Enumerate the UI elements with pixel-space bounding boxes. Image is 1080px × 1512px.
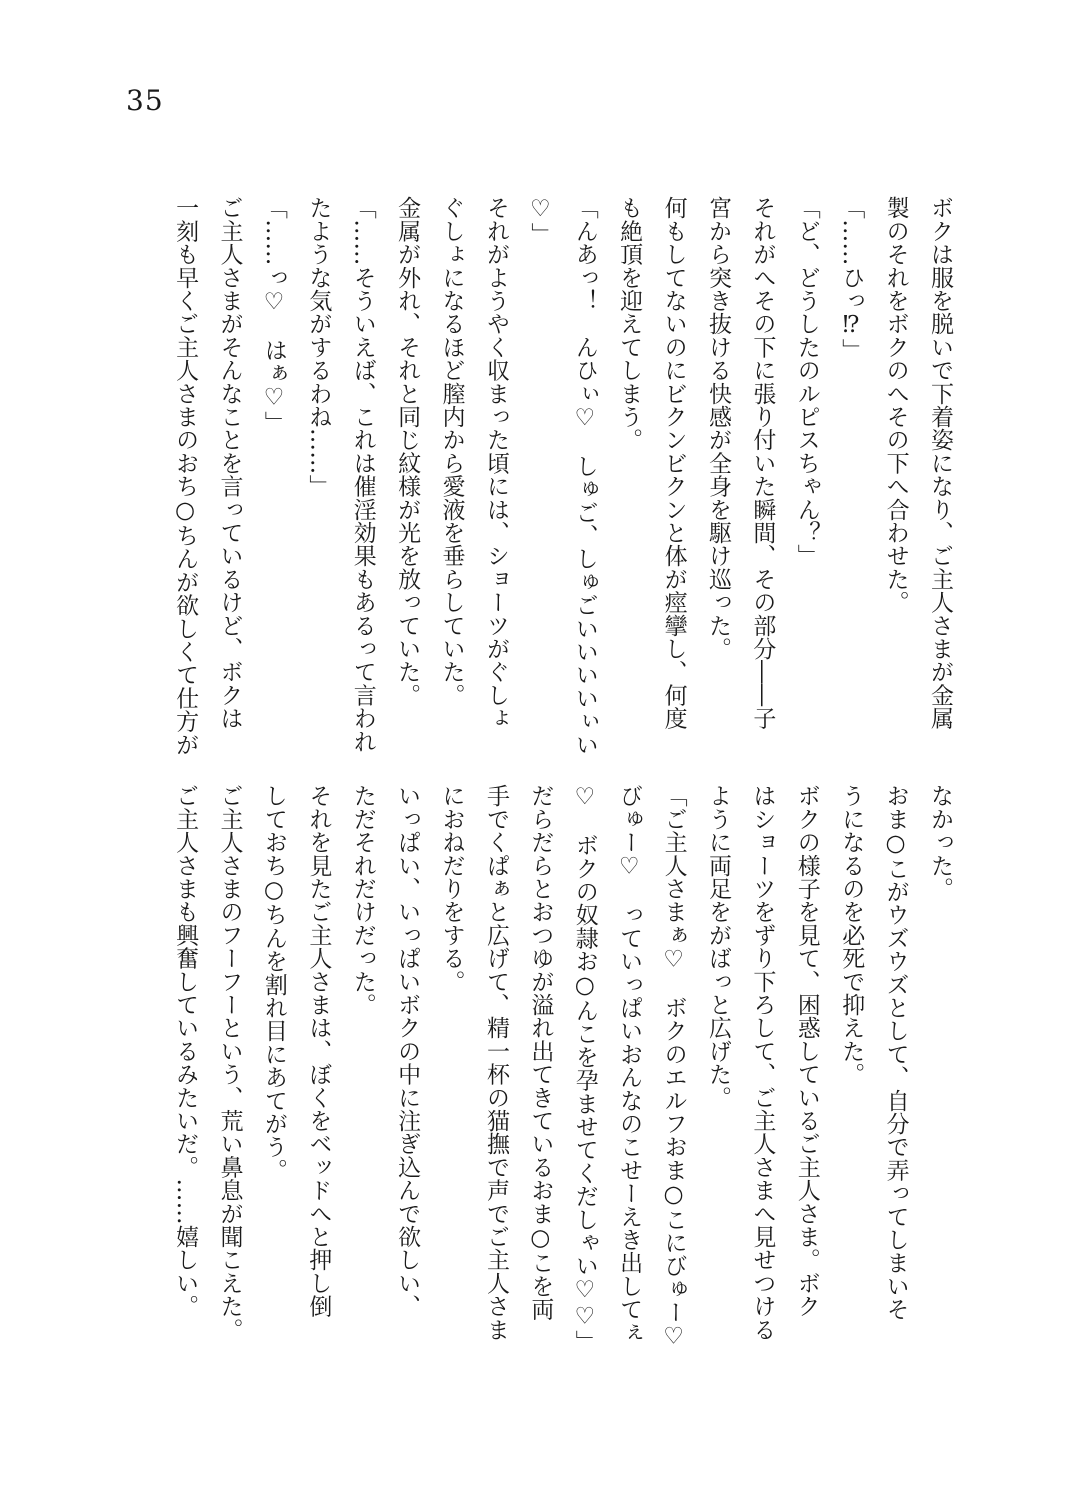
text-line: ♡ ボクの奴隷お○んこを孕ませてくだしゃい♡♡」 [571, 784, 598, 1353]
text-block-top [162, 196, 962, 766]
text-block-bottom [162, 784, 962, 1384]
text-line: 一刻も早くご主人さまのおち○ちんが欲しくて仕方が [172, 196, 199, 756]
text-line: ただそれだけだった。 [349, 784, 376, 1016]
text-line: だらだらとおつゆが溢れ出てきているおま○こを両 [527, 784, 554, 1321]
text-line: はショーツをずり下ろして、ご主人さまへ見せつける [749, 784, 776, 1341]
text-line: ご主人さまも興奮しているみたいだ。……嬉しい。 [172, 784, 199, 1318]
text-line: 製のそれをボクのへその下へ合わせた。 [882, 196, 909, 614]
text-line: 「ど、どうしたのルピスちゃん？」 [793, 196, 820, 568]
text-line: おま○こがウズウズとして、自分で弄ってしまいそ [882, 784, 909, 1321]
text-line: いっぱい、いっぱいボクの中に注ぎ込んで欲しい、 [394, 784, 421, 1318]
text-line: ご主人さまのフーフーという、荒い鼻息が聞こえた。 [216, 784, 243, 1341]
text-line: ボクは服を脱いで下着姿になり、ご主人さまが金属 [927, 196, 953, 730]
text-line: 「……そういえば、これは催淫効果もあるって言われ [349, 196, 376, 753]
text-line: 「……っ♡ はぁ♡」 [260, 196, 287, 434]
text-line: ように両足をがばっと広げた。 [704, 784, 731, 1109]
text-line: 「……ひっ⁉」 [838, 196, 865, 362]
text-line: も絶頂を迎えてしまう。 [616, 196, 643, 452]
text-line: びゅー♡ っていっぱいおんなのこせーえき出してぇ [616, 784, 643, 1344]
text-line: ぐしょになるほど膣内から愛液を垂らしていた。 [438, 196, 465, 707]
text-line: ボクの様子を見て、困惑しているご主人さま。ボク [793, 784, 820, 1318]
text-line: うになるのを必死で抑えた。 [838, 784, 865, 1086]
text-line: ご主人さまがそんなことを言っているけど、ボクは [216, 196, 243, 730]
text-line: 「んあっ！ んひぃ♡ しゅご、しゅごいいいいぃい [571, 196, 598, 756]
text-line: それがへその下に張り付いた瞬間、その部分――子 [749, 196, 776, 730]
text-line: 手でくぱぁと広げて、精一杯の猫撫で声でご主人さま [482, 784, 509, 1341]
page-number: 35 [126, 84, 164, 117]
text-line: なかった。 [927, 784, 953, 900]
text-line: におねだりをする。 [438, 784, 465, 993]
text-line: たような気がするわね……」 [305, 196, 332, 498]
text-line: それを見たご主人さまは、ぼくをベッドへと押し倒 [305, 784, 332, 1318]
text-line: 金属が外れ、それと同じ紋様が光を放っていた。 [394, 196, 421, 707]
text-line: それがようやく収まった頃には、ショーツがぐしょ [482, 196, 509, 730]
text-line: 何もしてないのにビクンビクンと体が痙攣し、何度 [660, 196, 687, 730]
text-line: しておち○ちんを割れ目にあてがう。 [260, 784, 287, 1182]
text-line: 「ご主人さまぁ♡ ボクのエルフおま○こにびゅー♡ [660, 784, 687, 1350]
text-line: 宮から突き抜ける快感が全身を駆け巡った。 [704, 196, 731, 660]
text-line: ♡」 [527, 196, 554, 246]
